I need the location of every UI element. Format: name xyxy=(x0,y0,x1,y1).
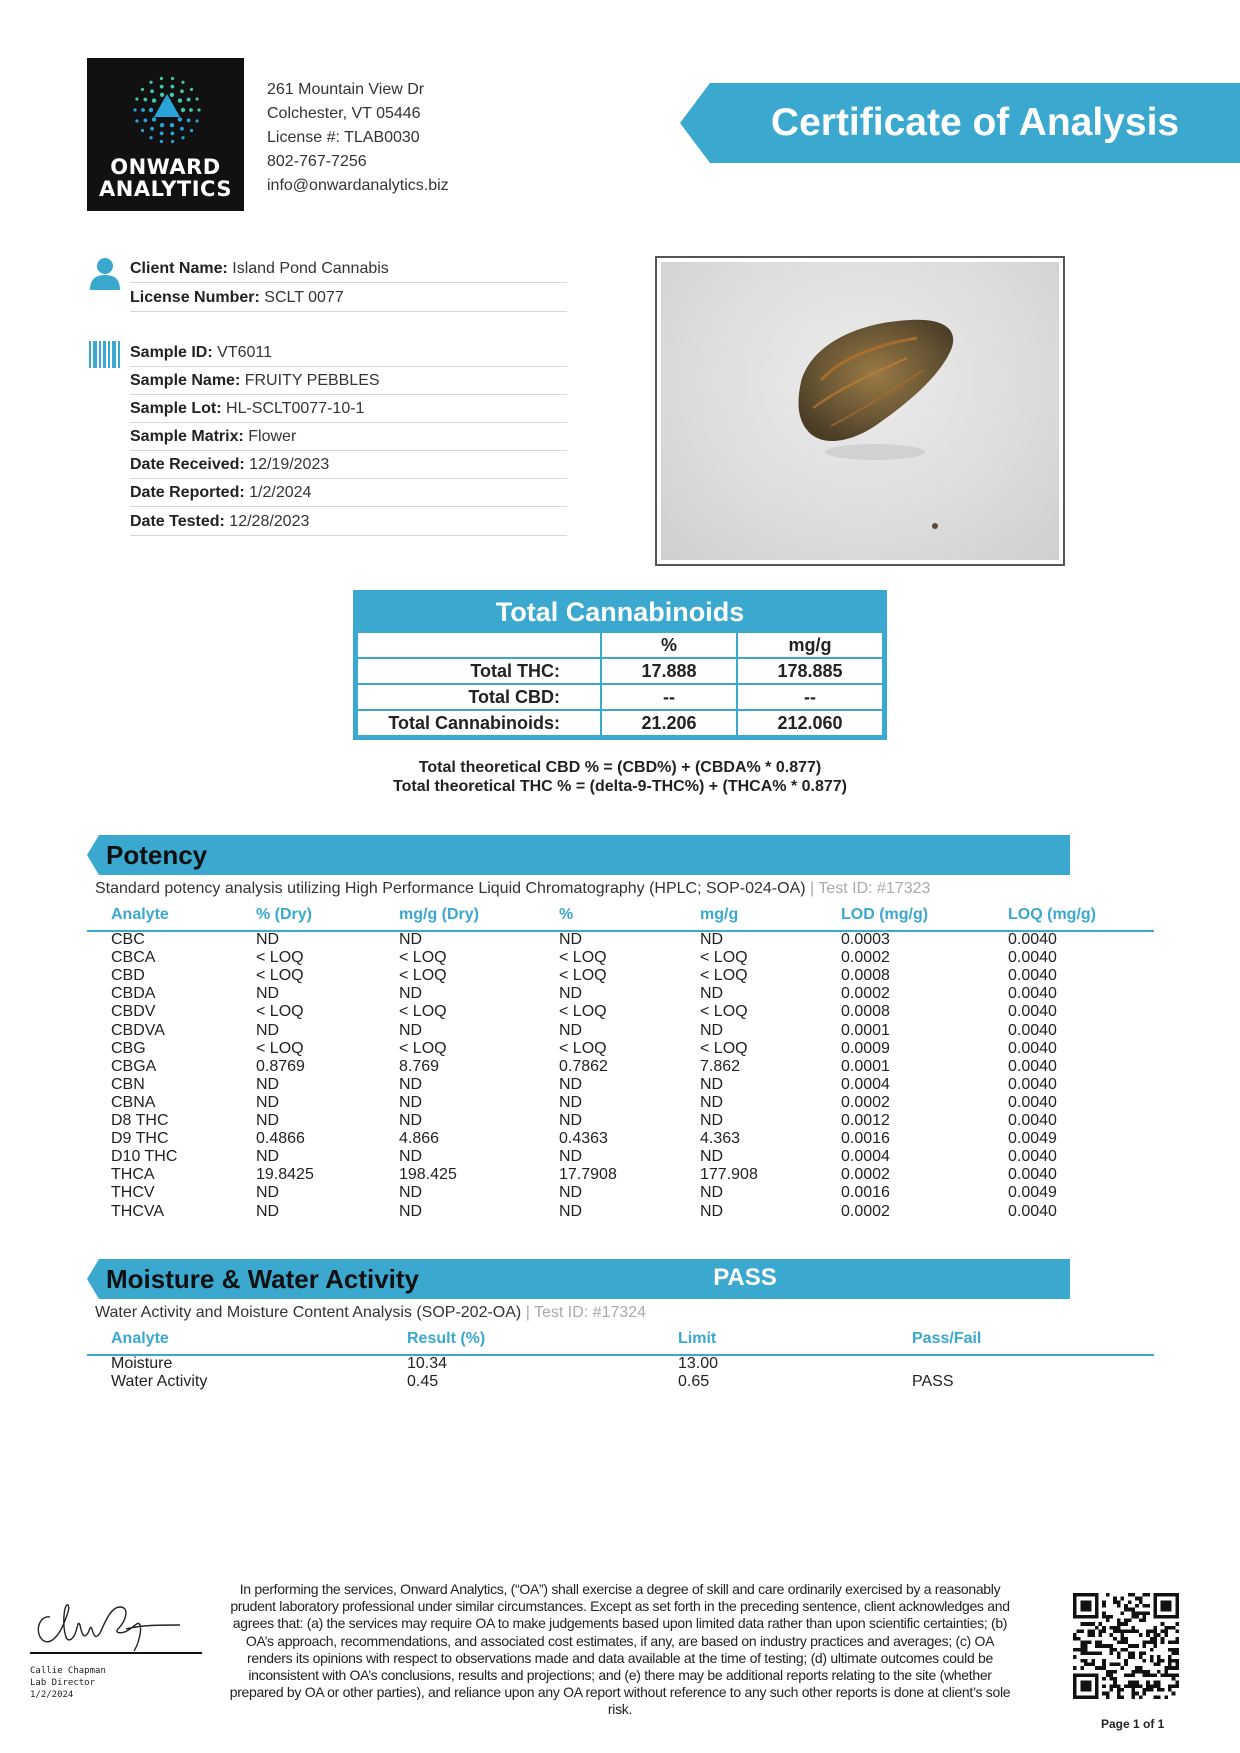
table-cell: 0.0040 xyxy=(1008,1075,1057,1093)
table-cell: 0.0001 xyxy=(841,1021,890,1039)
info-value: Island Pond Cannabis xyxy=(232,260,389,277)
company-logo xyxy=(87,58,244,211)
table-cell: 0.0040 xyxy=(1008,1003,1057,1021)
table-cell: D9 THC xyxy=(111,1130,169,1148)
table-cell: ND xyxy=(700,1202,724,1220)
table-cell: THCV xyxy=(111,1184,155,1202)
total-cannabinoids-title: Total Cannabinoids xyxy=(356,593,884,631)
table-cell: 0.0002 xyxy=(841,1166,890,1184)
table-cell: ND xyxy=(559,1184,583,1202)
table-cell: ND xyxy=(256,1075,280,1093)
table-cell: 0.65 xyxy=(678,1373,710,1391)
table-cell: 13.00 xyxy=(678,1355,719,1372)
sample-photo-image xyxy=(661,262,1059,560)
table-cell: ND xyxy=(559,931,583,948)
table-cell: 0.0040 xyxy=(1008,967,1057,985)
table-cell: < LOQ xyxy=(256,1003,304,1021)
table-cell: < LOQ xyxy=(559,949,607,967)
potency-column-header: % xyxy=(559,906,574,923)
table-cell: ND xyxy=(399,1112,423,1129)
table-row xyxy=(87,931,1154,949)
lab-address xyxy=(267,78,449,198)
table-cell: Moisture xyxy=(111,1355,173,1372)
table-cell: ND xyxy=(399,1184,423,1202)
table-cell: 0.0004 xyxy=(841,1075,890,1093)
table-cell: < LOQ xyxy=(559,967,607,985)
table-row xyxy=(87,1040,1154,1058)
table-cell: 0.0009 xyxy=(841,1039,890,1057)
tc-row-pct: 21.206 xyxy=(601,710,737,736)
logo-text-analytics: ANALYTICS xyxy=(99,177,232,201)
table-cell: ND xyxy=(700,1148,724,1166)
potency-column-header: LOQ (mg/g) xyxy=(1008,906,1096,923)
table-cell: 0.0004 xyxy=(841,1148,890,1166)
potency-column-header: % (Dry) xyxy=(256,906,313,923)
table-cell: ND xyxy=(256,985,280,1003)
table-cell: 0.0002 xyxy=(841,1202,890,1220)
table-cell: ND xyxy=(559,1021,583,1039)
info-row xyxy=(130,284,567,312)
table-cell: 0.0040 xyxy=(1008,1166,1057,1184)
info-label: Sample Name: xyxy=(130,372,241,389)
table-cell: ND xyxy=(559,985,583,1003)
table-cell: CBDA xyxy=(111,985,156,1003)
table-cell: 0.0040 xyxy=(1008,1112,1057,1129)
table-cell: CBG xyxy=(111,1039,146,1057)
table-cell: ND xyxy=(559,1093,583,1111)
table-row xyxy=(87,1166,1154,1184)
table-row xyxy=(87,967,1154,985)
info-value: 12/19/2023 xyxy=(249,456,330,473)
signer-title: Lab Director xyxy=(30,1678,96,1688)
table-cell: < LOQ xyxy=(700,949,748,967)
potency-description xyxy=(95,880,930,898)
table-cell: ND xyxy=(559,1202,583,1220)
address-license: License #: TLAB0030 xyxy=(267,129,420,146)
formula-notes xyxy=(300,758,940,796)
signer-info xyxy=(30,1665,106,1701)
info-label: Sample Lot: xyxy=(130,400,222,417)
table-cell: 0.0040 xyxy=(1008,931,1057,948)
info-label: Client Name: xyxy=(130,260,228,277)
tc-row-mgg: -- xyxy=(737,684,883,710)
table-cell: 19.8425 xyxy=(256,1166,314,1184)
table-row xyxy=(87,1148,1154,1166)
moisture-table-header xyxy=(87,1330,1154,1356)
table-cell: 0.0040 xyxy=(1008,1021,1057,1039)
tc-header-pct: % xyxy=(601,632,737,658)
table-cell: 0.0003 xyxy=(841,931,890,948)
potency-method: Standard potency analysis utilizing High Performance Liquid Chromatography (HPLC; SOP-024-OA) xyxy=(95,880,806,897)
table-row xyxy=(87,1112,1154,1130)
table-cell: 0.0040 xyxy=(1008,1039,1057,1057)
table-cell: ND xyxy=(256,1148,280,1166)
table-cell: ND xyxy=(700,985,724,1003)
table-cell: ND xyxy=(700,1112,724,1129)
table-cell: < LOQ xyxy=(399,949,447,967)
tc-header-mgg: mg/g xyxy=(737,632,883,658)
table-cell: ND xyxy=(399,985,423,1003)
table-cell: ND xyxy=(700,1184,724,1202)
table-cell: CBNA xyxy=(111,1093,156,1111)
info-value: 12/28/2023 xyxy=(229,513,310,530)
table-cell: 0.0001 xyxy=(841,1057,890,1075)
table-cell: < LOQ xyxy=(256,967,304,985)
tc-row-pct: 17.888 xyxy=(601,658,737,684)
moisture-status-badge: PASS xyxy=(713,1264,777,1291)
table-cell: ND xyxy=(559,1112,583,1129)
table-row xyxy=(87,949,1154,967)
table-cell: 7.862 xyxy=(700,1057,741,1075)
table-cell: CBD xyxy=(111,967,145,985)
table-cell: D8 THC xyxy=(111,1112,169,1129)
tc-row-cbd xyxy=(357,684,883,710)
table-cell: 0.0040 xyxy=(1008,1093,1057,1111)
formula-cbd: Total theoretical CBD % = (CBD%) + (CBDA% * 0.877) xyxy=(418,759,822,776)
potency-column-header: mg/g (Dry) xyxy=(399,906,479,923)
table-cell: ND xyxy=(399,931,423,948)
table-cell: 0.45 xyxy=(407,1373,439,1391)
info-value: VT6011 xyxy=(217,344,272,361)
table-cell: 0.0016 xyxy=(841,1184,890,1202)
moisture-column-header: Result (%) xyxy=(407,1330,486,1347)
address-email: info@onwardanalytics.biz xyxy=(267,177,449,194)
table-row xyxy=(87,985,1154,1003)
potency-section-bar xyxy=(87,835,1070,875)
potency-column-header: mg/g xyxy=(700,906,739,923)
table-cell: < LOQ xyxy=(559,1003,607,1021)
potency-table-header xyxy=(87,906,1154,932)
table-cell: PASS xyxy=(912,1373,954,1391)
table-cell: < LOQ xyxy=(256,949,304,967)
table-row xyxy=(87,1094,1154,1112)
table-cell: < LOQ xyxy=(700,1039,748,1057)
legal-disclaimer: In performing the services, Onward Analytics, (“OA”) shall exercise a degree of skill and care ordinarily exercised by a reasonably prudent laboratory professional under similar circumstances. Except as set forth in the preceding sentence, client acknowledges and agrees that: (a) the services may require OA to make judgements based upon limited data rather than upon scientific certainties; (b) OA’s approach, recommendations, and associated cost estimates, if any, are based on industry practices and averages; (c) OA renders its opinions with respect to observations made and data available at the time of testing; (d) ultimate outcomes could be inconsistent with OA’s conclusions, results and projections; and (e) there may be additional reports relating to the site (whether prepared by OA or other parties), and reliance upon any OA report without reference to any such other reports is done at client’s sole risk. xyxy=(229,1581,1011,1718)
info-row xyxy=(130,479,567,507)
table-cell: ND xyxy=(256,1184,280,1202)
table-cell: < LOQ xyxy=(399,1003,447,1021)
table-cell: D10 THC xyxy=(111,1148,178,1166)
table-cell: 0.0002 xyxy=(841,1093,890,1111)
info-row xyxy=(130,423,567,451)
table-cell: ND xyxy=(399,1148,423,1166)
table-cell: 0.0008 xyxy=(841,967,890,985)
table-cell: 177.908 xyxy=(700,1166,758,1184)
table-row xyxy=(87,1022,1154,1040)
table-cell: ND xyxy=(700,931,724,948)
info-row xyxy=(130,255,567,283)
table-cell: ND xyxy=(399,1202,423,1220)
signature-image xyxy=(30,1585,190,1655)
table-cell: 10.34 xyxy=(407,1355,448,1372)
table-cell: ND xyxy=(399,1021,423,1039)
table-cell: ND xyxy=(700,1021,724,1039)
info-label: License Number: xyxy=(130,289,260,306)
table-cell: ND xyxy=(256,1093,280,1111)
info-row xyxy=(130,339,567,367)
table-cell: 0.4866 xyxy=(256,1130,305,1148)
table-cell: < LOQ xyxy=(700,967,748,985)
table-cell: 17.7908 xyxy=(559,1166,617,1184)
info-value: HL-SCLT0077-10-1 xyxy=(226,400,365,417)
info-row xyxy=(130,367,567,395)
potency-title: Potency xyxy=(106,840,208,870)
tc-row-label: Total THC: xyxy=(357,658,601,684)
tc-row-thc xyxy=(357,658,883,684)
table-cell: < LOQ xyxy=(700,1003,748,1021)
address-phone: 802-767-7256 xyxy=(267,153,367,170)
info-label: Date Reported: xyxy=(130,484,245,501)
table-cell: 0.0012 xyxy=(841,1112,890,1129)
table-cell: CBDVA xyxy=(111,1021,165,1039)
signer-date: 1/2/2024 xyxy=(30,1690,74,1700)
tc-row-pct: -- xyxy=(601,684,737,710)
table-cell: 8.769 xyxy=(399,1057,440,1075)
table-row xyxy=(87,1184,1154,1202)
table-cell: Water Activity xyxy=(111,1373,208,1391)
table-cell: ND xyxy=(559,1148,583,1166)
table-cell: 0.4363 xyxy=(559,1130,608,1148)
table-cell: 0.0040 xyxy=(1008,949,1057,967)
info-label: Sample ID: xyxy=(130,344,213,361)
tc-row-total xyxy=(357,710,883,736)
table-cell: 0.0008 xyxy=(841,1003,890,1021)
table-cell: ND xyxy=(700,1075,724,1093)
info-label: Date Received: xyxy=(130,456,245,473)
table-cell: ND xyxy=(700,1093,724,1111)
potency-column-header: Analyte xyxy=(111,906,169,923)
table-cell: < LOQ xyxy=(256,1039,304,1057)
signature-line xyxy=(30,1652,202,1654)
page-title: Certificate of Analysis xyxy=(770,101,1180,144)
moisture-title: Moisture & Water Activity xyxy=(106,1264,420,1294)
table-cell: ND xyxy=(256,1202,280,1220)
table-cell: CBN xyxy=(111,1075,145,1093)
moisture-column-header: Pass/Fail xyxy=(912,1330,982,1347)
table-cell: 0.0002 xyxy=(841,949,890,967)
info-row xyxy=(130,508,567,536)
signer-name: Callie Chapman xyxy=(30,1666,106,1676)
tc-row-mgg: 212.060 xyxy=(737,710,883,736)
info-label: Sample Matrix: xyxy=(130,428,244,445)
logo-text-onward: ONWARD xyxy=(110,155,221,179)
table-cell: < LOQ xyxy=(399,1039,447,1057)
logo-dots-triangle-icon xyxy=(127,72,207,150)
table-cell: THCVA xyxy=(111,1202,165,1220)
table-row xyxy=(87,1058,1154,1076)
table-cell: ND xyxy=(399,1075,423,1093)
tc-row-mgg: 178.885 xyxy=(737,658,883,684)
table-cell: 0.0049 xyxy=(1008,1184,1057,1202)
table-cell: 0.8769 xyxy=(256,1057,305,1075)
table-cell: 0.0016 xyxy=(841,1130,890,1148)
table-cell: 0.0049 xyxy=(1008,1130,1057,1148)
table-cell: ND xyxy=(256,931,280,948)
table-cell: 4.866 xyxy=(399,1130,440,1148)
barcode-icon xyxy=(89,341,122,368)
table-cell: 0.0040 xyxy=(1008,1148,1057,1166)
table-cell: ND xyxy=(256,1112,280,1129)
table-cell: 4.363 xyxy=(700,1130,741,1148)
table-row xyxy=(87,1373,1154,1391)
cannabis-bud-image xyxy=(661,262,1059,560)
table-cell: THCA xyxy=(111,1166,155,1184)
info-label: Date Tested: xyxy=(130,513,225,530)
info-value: 1/2/2024 xyxy=(249,484,312,501)
table-row xyxy=(87,1076,1154,1094)
table-cell: CBC xyxy=(111,931,145,948)
table-cell: 0.0040 xyxy=(1008,985,1057,1003)
table-cell: CBDV xyxy=(111,1003,156,1021)
table-cell: 198.425 xyxy=(399,1166,457,1184)
table-cell: ND xyxy=(256,1021,280,1039)
table-row xyxy=(87,1003,1154,1021)
moisture-column-header: Analyte xyxy=(111,1330,169,1347)
formula-thc: Total theoretical THC % = (delta-9-THC%) + (THCA% * 0.877) xyxy=(393,778,847,795)
moisture-test-id: | Test ID: #17324 xyxy=(525,1304,647,1321)
table-cell: ND xyxy=(559,1075,583,1093)
potency-test-id: | Test ID: #17323 xyxy=(810,880,931,897)
tc-row-label: Total CBD: xyxy=(357,684,601,710)
table-row xyxy=(87,1130,1154,1148)
table-cell: < LOQ xyxy=(399,967,447,985)
table-cell: 0.0040 xyxy=(1008,1202,1057,1220)
page-number: Page 1 of 1 xyxy=(1101,1717,1165,1731)
info-value: Flower xyxy=(248,428,297,445)
moisture-column-header: Limit xyxy=(678,1330,717,1347)
table-row xyxy=(87,1203,1154,1221)
table-row xyxy=(87,1355,1154,1373)
table-cell: 0.7862 xyxy=(559,1057,608,1075)
tc-row-label: Total Cannabinoids: xyxy=(357,710,601,736)
info-value: SCLT 0077 xyxy=(264,289,344,306)
table-cell: 0.0002 xyxy=(841,985,890,1003)
moisture-description xyxy=(95,1304,646,1322)
address-city: Colchester, VT 05446 xyxy=(267,105,421,122)
total-cannabinoids-table xyxy=(353,590,887,740)
table-cell: 0.0040 xyxy=(1008,1057,1057,1075)
tc-header-blank xyxy=(357,632,601,658)
info-value: FRUITY PEBBLES xyxy=(244,372,380,389)
table-cell: ND xyxy=(399,1093,423,1111)
address-street: 261 Mountain View Dr xyxy=(267,81,425,98)
table-cell: < LOQ xyxy=(559,1039,607,1057)
table-cell: CBCA xyxy=(111,949,156,967)
potency-column-header: LOD (mg/g) xyxy=(841,906,929,923)
info-row xyxy=(130,451,567,479)
info-row xyxy=(130,395,567,423)
tc-header-row xyxy=(357,632,883,658)
qr-code-icon xyxy=(1073,1593,1179,1699)
person-icon xyxy=(89,257,121,291)
moisture-method: Water Activity and Moisture Content Analysis (SOP-202-OA) xyxy=(95,1304,522,1321)
table-cell: CBGA xyxy=(111,1057,157,1075)
sample-photo xyxy=(655,256,1065,566)
